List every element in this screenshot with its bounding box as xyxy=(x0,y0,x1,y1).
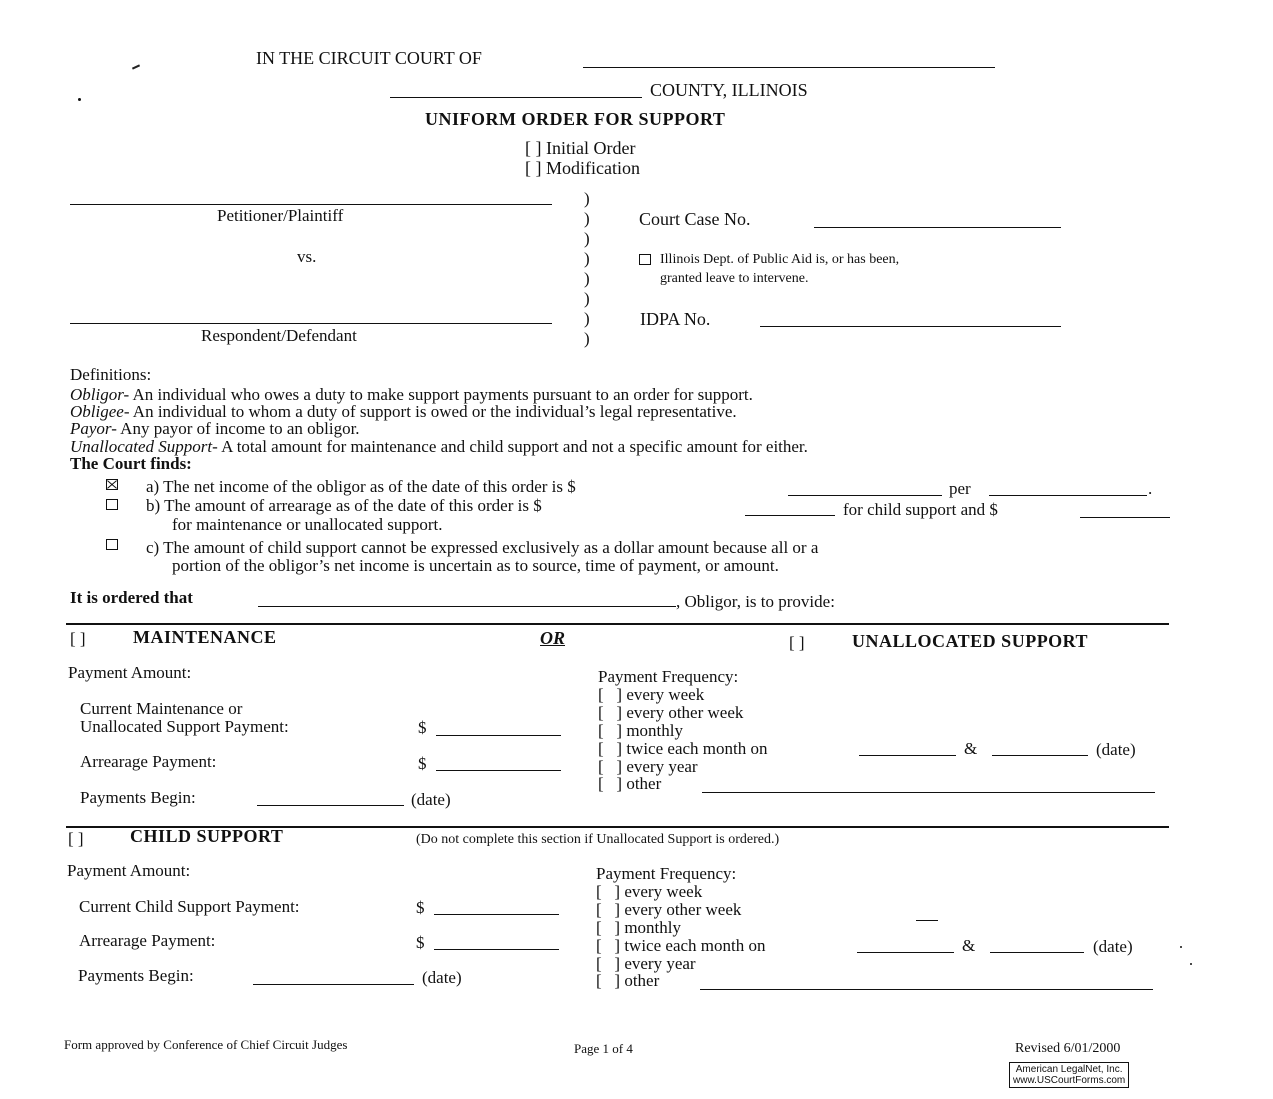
child-freq-other-blank[interactable] xyxy=(700,989,1153,990)
court-heading: IN THE CIRCUIT COURT OF xyxy=(256,48,482,68)
current-maintenance-blank[interactable] xyxy=(436,735,561,736)
child-freq-monthly[interactable]: [ ] monthly xyxy=(596,918,681,937)
child-begin-blank[interactable] xyxy=(253,984,414,985)
caption-paren: ) xyxy=(584,189,590,208)
modification-checkbox[interactable]: [ ] Modification xyxy=(525,158,640,178)
finding-a-text: a) The net income of the obligor as of the date of this order is $ xyxy=(146,477,576,496)
maintenance-payment-amount: Payment Amount: xyxy=(68,663,192,682)
maintenance-arrearage-label: Arrearage Payment: xyxy=(80,752,217,771)
unallocated-heading: UNALLOCATED SUPPORT xyxy=(852,631,1089,651)
court-name-blank[interactable] xyxy=(583,67,995,68)
finding-b-text: b) The amount of arrearage as of the date of this order is $ xyxy=(146,496,542,515)
unallocated-checkbox[interactable]: [ ] xyxy=(789,633,805,652)
maintenance-heading: MAINTENANCE xyxy=(133,627,277,647)
page-number: Page 1 of 4 xyxy=(574,1041,633,1056)
finding-a-checkbox[interactable] xyxy=(106,479,118,490)
petitioner-blank[interactable] xyxy=(70,204,552,205)
definition-payor: Payor- Any payor of income to an obligor. xyxy=(70,419,360,438)
caption-paren: ) xyxy=(584,289,590,308)
child-arrearage-blank[interactable] xyxy=(434,949,559,950)
caption-paren: ) xyxy=(584,249,590,268)
twice-monthly-day-2-blank[interactable] xyxy=(992,755,1088,756)
arrearage-child-blank[interactable] xyxy=(745,515,835,516)
caption-paren: ) xyxy=(584,309,590,328)
child-support-heading: CHILD SUPPORT xyxy=(130,826,284,846)
child-begin-label: Payments Begin: xyxy=(78,966,194,985)
initial-order-checkbox[interactable]: [ ] Initial Order xyxy=(525,138,636,158)
freq-every-week[interactable]: [ ] every week xyxy=(598,685,705,704)
maintenance-begin-label: Payments Begin: xyxy=(80,788,196,807)
county-label: COUNTY, ILLINOIS xyxy=(650,80,808,100)
definition-obligee: Obligee- An individual to whom a duty of support is owed or the individual’s legal representative. xyxy=(70,402,737,421)
child-arrearage-label: Arrearage Payment: xyxy=(79,931,216,950)
finding-b-checkbox[interactable] xyxy=(106,499,118,510)
form-title: UNIFORM ORDER FOR SUPPORT xyxy=(425,109,726,129)
ampersand: & xyxy=(964,739,978,758)
definitions-heading: Definitions: xyxy=(70,365,152,384)
finding-c-text: c) The amount of child support cannot be expressed exclusively as a dollar amount because all or a xyxy=(146,538,819,557)
caption-paren: ) xyxy=(584,269,590,288)
or-label: OR xyxy=(540,628,566,648)
maintenance-arrearage-blank[interactable] xyxy=(436,770,561,771)
section-divider xyxy=(66,623,1169,625)
publisher-logo xyxy=(1009,1062,1129,1088)
scan-dot xyxy=(1180,946,1182,948)
petitioner-label: Petitioner/Plaintiff xyxy=(217,206,344,225)
current-maintenance-label: Current Maintenance or xyxy=(80,699,243,718)
caption-paren: ) xyxy=(584,209,590,228)
net-income-blank[interactable] xyxy=(788,495,942,496)
idpa-no-blank[interactable] xyxy=(760,326,1061,327)
dollar-sign: $ xyxy=(416,898,425,917)
child-freq-twice-monthly[interactable]: [ ] twice each month on xyxy=(596,936,766,955)
child-twice-monthly-day-2-blank[interactable] xyxy=(990,952,1084,953)
publisher-url: www.USCourtForms.com xyxy=(1013,1075,1126,1086)
net-income-period-blank[interactable] xyxy=(989,495,1147,496)
freq-every-other-week[interactable]: [ ] every other week xyxy=(598,703,744,722)
dollar-sign: $ xyxy=(418,754,427,773)
publisher-name: American LegalNet, Inc. xyxy=(1015,1064,1123,1075)
maintenance-frequency-label: Payment Frequency: xyxy=(598,667,739,686)
caption-paren: ) xyxy=(584,329,590,348)
idpa-intervene-checkbox[interactable] xyxy=(639,254,651,265)
child-freq-every-other-week[interactable]: [ ] every other week xyxy=(596,900,742,919)
respondent-blank[interactable] xyxy=(70,323,552,324)
scan-mark xyxy=(916,920,938,921)
arrearage-maintenance-blank[interactable] xyxy=(1080,517,1170,518)
finding-b-text-2: for maintenance or unallocated support. xyxy=(172,515,443,534)
child-payment-amount: Payment Amount: xyxy=(67,861,191,880)
form-approval-note: Form approved by Conference of Chief Circuit Judges xyxy=(64,1037,348,1052)
scan-mark xyxy=(132,64,140,69)
finding-a-per: per xyxy=(949,479,971,498)
caption-paren: ) xyxy=(584,229,590,248)
maintenance-checkbox[interactable]: [ ] xyxy=(70,629,86,648)
obligor-name-blank[interactable] xyxy=(258,606,676,607)
vs-label: vs. xyxy=(297,247,317,266)
finding-b-child: for child support and $ xyxy=(843,500,998,519)
ordered-tail: , Obligor, is to provide: xyxy=(676,592,835,611)
maintenance-begin-date: (date) xyxy=(411,790,451,809)
child-twice-monthly-day-1-blank[interactable] xyxy=(857,952,954,953)
child-twice-monthly-date: (date) xyxy=(1093,937,1133,956)
respondent-label: Respondent/Defendant xyxy=(201,326,357,345)
county-blank[interactable] xyxy=(390,97,642,98)
child-support-note: (Do not complete this section if Unallocated Support is ordered.) xyxy=(416,832,780,847)
child-freq-other[interactable]: [ ] other xyxy=(596,971,660,990)
twice-monthly-day-1-blank[interactable] xyxy=(859,755,956,756)
twice-monthly-date: (date) xyxy=(1096,740,1136,759)
idpa-intervene-text: Illinois Dept. of Public Aid is, or has been, xyxy=(660,252,900,267)
idpa-no-label: IDPA No. xyxy=(640,309,711,329)
child-begin-date: (date) xyxy=(422,968,462,987)
child-frequency-label: Payment Frequency: xyxy=(596,864,737,883)
freq-other[interactable]: [ ] other xyxy=(598,774,662,793)
finding-a-period: . xyxy=(1148,479,1153,498)
definition-unallocated: Unallocated Support- A total amount for maintenance and child support and not a specific amount for either. xyxy=(70,437,808,456)
court-finds-heading: The Court finds: xyxy=(70,454,192,473)
definition-obligor: Obligor- An individual who owes a duty to make support payments pursuant to an order for support. xyxy=(70,385,753,404)
court-case-label: Court Case No. xyxy=(639,209,751,229)
scan-dot xyxy=(1190,963,1192,965)
court-case-blank[interactable] xyxy=(814,227,1061,228)
child-freq-every-year[interactable]: [ ] every year xyxy=(596,954,696,973)
finding-c-text-2: portion of the obligor’s net income is uncertain as to source, time of payment, or amount. xyxy=(172,556,779,575)
ampersand: & xyxy=(962,936,976,955)
freq-every-year[interactable]: [ ] every year xyxy=(598,757,698,776)
freq-twice-monthly[interactable]: [ ] twice each month on xyxy=(598,739,768,758)
freq-monthly[interactable]: [ ] monthly xyxy=(598,721,683,740)
current-child-support-blank[interactable] xyxy=(434,914,559,915)
current-maintenance-label-2: Unallocated Support Payment: xyxy=(80,717,289,736)
dollar-sign: $ xyxy=(416,933,425,952)
scan-dot xyxy=(78,98,81,101)
ordered-lead: It is ordered that xyxy=(70,588,193,607)
child-freq-every-week[interactable]: [ ] every week xyxy=(596,882,703,901)
idpa-intervene-text-2: granted leave to intervene. xyxy=(660,271,809,286)
child-support-checkbox[interactable]: [ ] xyxy=(68,829,84,848)
dollar-sign: $ xyxy=(418,718,427,737)
current-child-support-label: Current Child Support Payment: xyxy=(79,897,300,916)
finding-c-checkbox[interactable] xyxy=(106,539,118,550)
revision-date: Revised 6/01/2000 xyxy=(1015,1041,1121,1056)
freq-other-blank[interactable] xyxy=(702,792,1155,793)
maintenance-begin-blank[interactable] xyxy=(257,805,404,806)
